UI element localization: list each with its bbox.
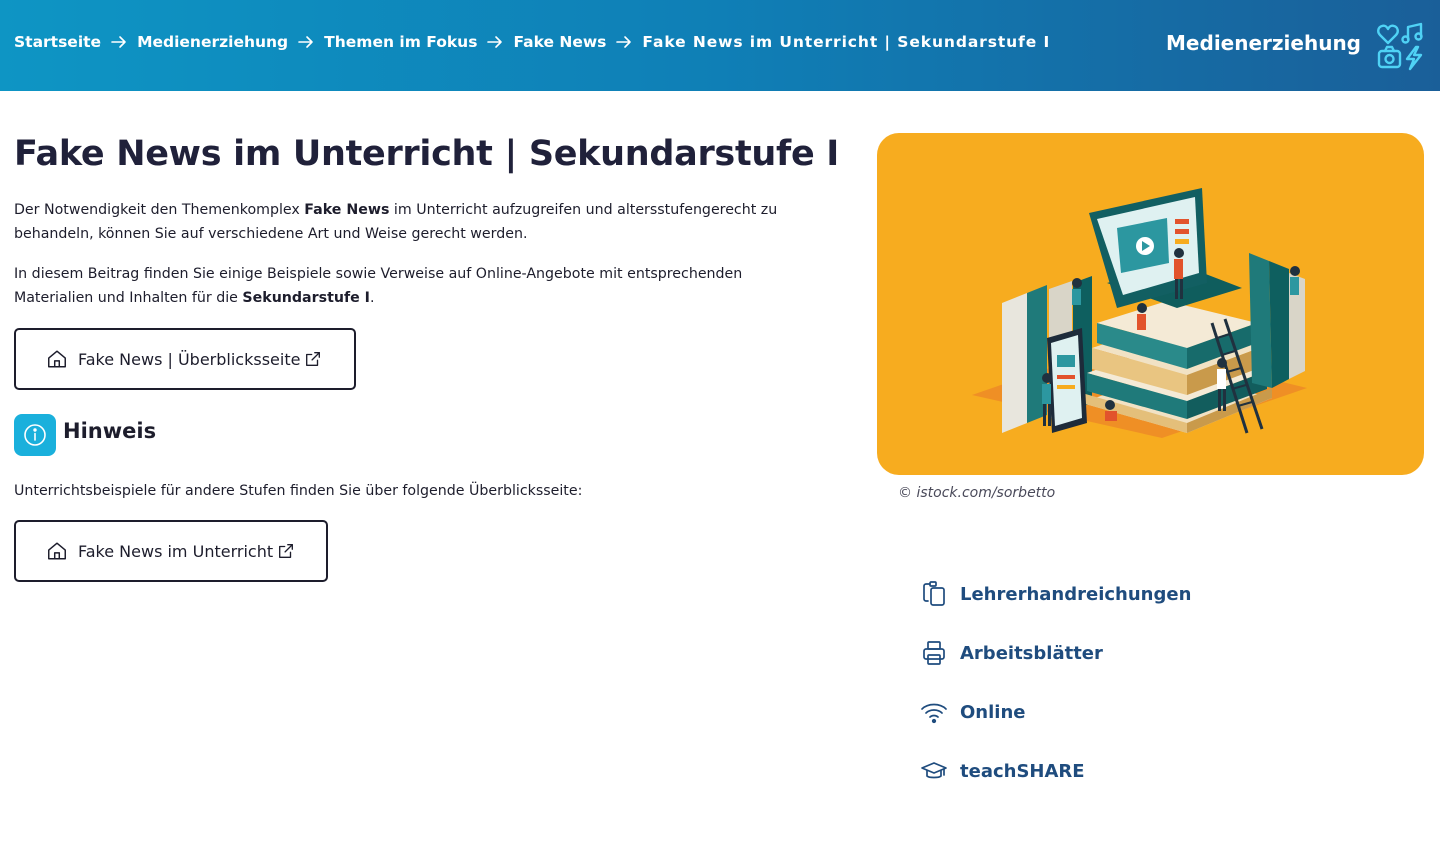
- home-icon: [46, 348, 68, 370]
- arrow-right-icon: [111, 35, 127, 49]
- external-link-icon: [304, 350, 322, 368]
- graduation-cap-icon: [920, 757, 948, 785]
- info-icon: [14, 414, 56, 456]
- description-paragraph: In diesem Beitrag finden Sie einige Beispiele sowie Verweise auf Online-Angebote mit entsprechenden Materialien und Inhalten für die Sekundarstufe I.: [14, 266, 743, 306]
- breadcrumb-themen-im-fokus[interactable]: Themen im Fokus: [324, 33, 478, 51]
- hinweis-text: Unterrichtsbeispiele für andere Stufen finden Sie über folgende Überblicksseite:: [14, 483, 583, 499]
- clipboard-copy-icon: [920, 580, 948, 608]
- home-icon: [46, 540, 68, 562]
- hero-illustration: [877, 133, 1424, 475]
- sidebar-link-label: Online: [960, 701, 1026, 723]
- breadcrumb-medienerziehung[interactable]: Medienerziehung: [137, 33, 289, 51]
- sidebar-link-lehrerhandreichungen[interactable]: [920, 580, 1191, 608]
- sidebar-link-label: teachSHARE: [960, 760, 1085, 782]
- sidebar-link-online[interactable]: [920, 698, 1025, 726]
- external-link-icon: [277, 542, 295, 560]
- breadcrumb: [14, 33, 1050, 51]
- arrow-right-icon: [298, 35, 314, 49]
- sidebar-link-label: Arbeitsblätter: [960, 642, 1103, 664]
- medienerziehung-logo-icon[interactable]: [1376, 21, 1426, 71]
- intro-paragraph: Der Notwendigkeit den Themenkomplex Fake News im Unterricht aufzugreifen und altersstufengerecht zu behandeln, können Sie auf verschiedene Art und Weise gerecht werden.: [14, 202, 778, 242]
- breadcrumb-current: Fake News im Unterricht | Sekundarstufe I: [642, 33, 1051, 51]
- sidebar-link-arbeitsblaetter[interactable]: [920, 639, 1103, 667]
- fake-news-overview-label: Fake News | Überblicksseite: [78, 349, 301, 369]
- breadcrumb-fake-news[interactable]: Fake News: [513, 33, 607, 51]
- wifi-icon: [920, 698, 948, 726]
- arrow-right-icon: [487, 35, 503, 49]
- fake-news-im-unterricht-button[interactable]: [14, 520, 328, 582]
- arrow-right-icon: [616, 35, 632, 49]
- printer-icon: [920, 639, 948, 667]
- sidebar-link-label: Lehrerhandreichungen: [960, 583, 1192, 605]
- hinweis-heading: Hinweis: [63, 419, 157, 443]
- page-title: Fake News im Unterricht | Sekundarstufe I: [14, 134, 839, 174]
- site-header: [0, 0, 1440, 91]
- brand-title[interactable]: Medienerziehung: [1166, 31, 1361, 55]
- sidebar-link-teachshare[interactable]: [920, 757, 1085, 785]
- breadcrumb-startseite[interactable]: Startseite: [14, 33, 102, 51]
- image-credit: © istock.com/sorbetto: [898, 485, 1056, 501]
- fake-news-im-unterricht-label: Fake News im Unterricht: [78, 541, 274, 561]
- fake-news-overview-button[interactable]: [14, 328, 356, 390]
- books-laptop-illustration: [877, 133, 1424, 475]
